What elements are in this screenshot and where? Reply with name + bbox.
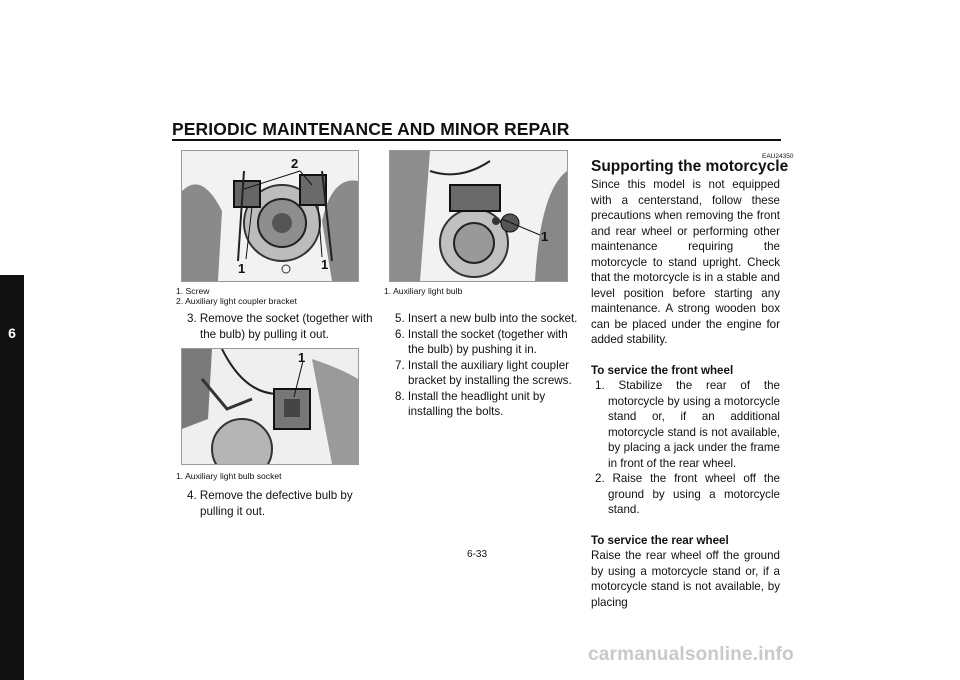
figure2-callout-1: 1 (298, 350, 306, 365)
caption-line: 1. Auxiliary light bulb socket (176, 471, 282, 481)
figure2-caption (176, 471, 282, 481)
step-3: 3. Remove the socket (together with the bulb) by pulling it out. (187, 312, 373, 341)
caption-line: 2. Auxiliary light coupler bracket (176, 296, 297, 306)
step-4: 4. Remove the defective bulb by pulling it out. (187, 489, 353, 518)
section-tab-number: 6 (8, 325, 16, 341)
front-step-1: 1. Stabilize the rear of the motorcycle by using a motorcycle stand or, if an additional motorcycle stand is not available, by placing a jack under the frame in front of the rear wheel. (595, 379, 780, 470)
step-6: 6. Install the socket (together with the bulb) by pushing it in. (395, 327, 568, 356)
section-code: EAU24350 (762, 153, 794, 160)
page-number: 6-33 (467, 549, 488, 560)
intro-paragraph: Since this model is not equipped with a centerstand, follow these precautions when removing the front and rear wheel or performing other maintenance requiring the motorcycle to stand upright. Check that the motorcycle is in a stable and level position before starting any maintenance. A strong wooden box can be placed under the engine for added stability. (591, 178, 780, 346)
page-title: PERIODIC MAINTENANCE AND MINOR REPAIR (172, 119, 570, 139)
step-8: 8. Install the headlight unit by installing the bolts. (395, 389, 546, 418)
column3-body (591, 177, 780, 610)
figure3-caption (384, 286, 462, 296)
figure3-callout-1: 1 (541, 229, 549, 244)
step-7: 7. Install the auxiliary light coupler bracket by installing the screws. (395, 358, 572, 387)
figure-bulb (389, 150, 568, 282)
figure1-callout-2: 2 (291, 156, 299, 171)
rear-wheel-heading: To service the rear wheel (591, 533, 729, 547)
step-5: 5. Insert a new bulb into the socket. (395, 312, 578, 325)
figure1-callout-1a: 1 (238, 261, 246, 276)
front-step-2: 2. Raise the front wheel off the ground by using a motorcycle stand. (595, 472, 780, 516)
caption-line: 1. Screw (176, 286, 210, 296)
section-heading: Supporting the motorcycle (591, 158, 789, 175)
rear-wheel-text: Raise the rear wheel off the ground by using a motorcycle stand or, if a motorcycle stand is not available, by placing (591, 549, 780, 609)
figure1-caption (176, 286, 297, 306)
figure-socket (181, 348, 359, 465)
figure1-callout-1b: 1 (321, 257, 329, 272)
watermark: carmanualsonline.info (588, 644, 794, 665)
steps-5-8 (391, 311, 580, 420)
front-wheel-heading: To service the front wheel (591, 363, 734, 377)
figure-screw-bracket (181, 150, 359, 282)
title-rule (172, 139, 781, 141)
caption-line: 1. Auxiliary light bulb (384, 286, 463, 296)
